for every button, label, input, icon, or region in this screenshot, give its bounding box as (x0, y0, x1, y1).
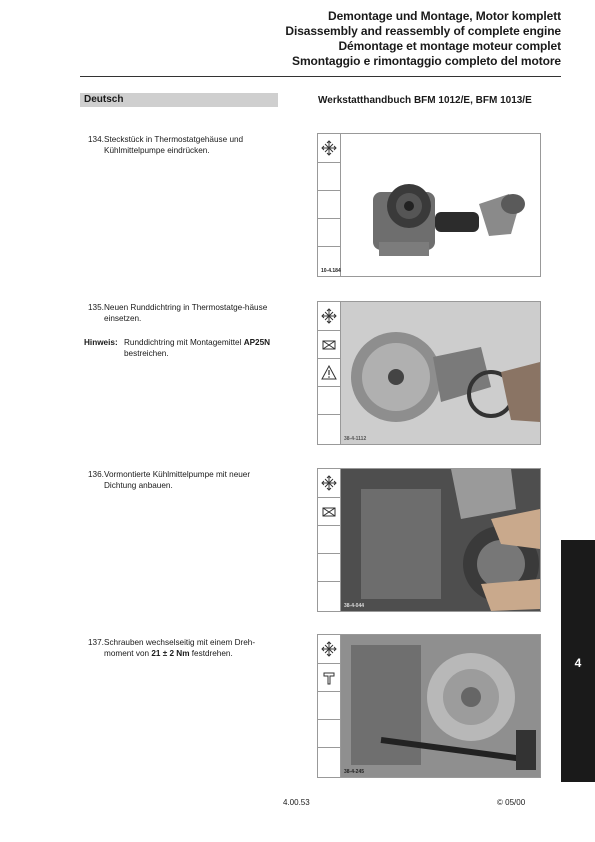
figure-137 (317, 634, 541, 778)
figure-136 (317, 468, 541, 612)
assembly-icon (318, 134, 340, 163)
step-text: Schrauben wechselseitig mit einem Dreh-moment von 21 ± 2 Nm festdrehen. (104, 638, 256, 658)
step-number: 134. (88, 135, 104, 144)
title-english: Disassembly and reassembly of complete engine (285, 24, 561, 38)
empty-icon-cell (318, 415, 340, 443)
step-137 (88, 637, 278, 659)
title-french: Démontage et montage moteur complet (338, 39, 561, 53)
note-hinweis (84, 337, 284, 359)
empty-icon-cell (318, 582, 340, 610)
photo-coolant-pump-mount (341, 469, 540, 611)
copyright: © 05/00 (497, 798, 526, 807)
manual-title: Werkstatthandbuch BFM 1012/E, BFM 1013/E (318, 95, 532, 106)
figure-code: 38-4-1112 (344, 436, 367, 442)
icon-strip (318, 635, 341, 777)
note-label: Hinweis: (84, 338, 118, 347)
figure-135 (317, 301, 541, 445)
figure-code: 38-4-245 (344, 769, 365, 775)
step-number: 137. (88, 638, 104, 647)
empty-icon-cell (318, 748, 340, 776)
assembly-icon (318, 302, 340, 331)
photo-torque-bolts (341, 635, 540, 777)
empty-icon-cell (318, 526, 340, 554)
icon-strip (318, 469, 341, 611)
language-bar (80, 93, 278, 107)
empty-icon-cell (318, 387, 340, 415)
warning-icon (318, 359, 340, 387)
step-136 (88, 469, 278, 491)
icon-strip (318, 134, 341, 276)
empty-icon-cell (318, 554, 340, 582)
empty-icon-cell (318, 720, 340, 748)
lubricant-icon (318, 331, 340, 359)
figure-code: 38-4-044 (344, 603, 365, 609)
assembly-icon (318, 635, 340, 664)
page-number: 4.00.53 (283, 798, 310, 807)
photo-thermostat-seal (341, 302, 540, 444)
assembly-icon (318, 469, 340, 498)
note-product: AP25N (243, 338, 271, 347)
title-italian: Smontaggio e rimontaggio completo del motore (292, 54, 561, 68)
chapter-tab (561, 540, 595, 782)
step-text: Vormontierte Kühlmittelpumpe mit neuer Dichtung anbauen. (104, 470, 251, 490)
title-german: Demontage und Montage, Motor komplett (328, 9, 561, 23)
step-text: Steckstück in Thermostatgehäuse und Kühlmittelpumpe eindrücken. (104, 135, 244, 155)
empty-icon-cell (318, 191, 340, 219)
empty-icon-cell (318, 219, 340, 247)
photo-water-pump (341, 134, 540, 276)
step-text: Neuen Runddichtring in Thermostatge-häuse einsetzen. (104, 303, 268, 323)
step-134 (88, 134, 278, 156)
torque-wrench-icon (318, 664, 340, 692)
note-text: Runddichtring mit Montagemittel AP25N bestreichen. (124, 338, 271, 358)
step-135 (88, 302, 278, 324)
page-header (285, 9, 561, 69)
figure-134 (317, 133, 541, 277)
torque-value: 21 ± 2 Nm (151, 649, 190, 658)
empty-icon-cell (318, 692, 340, 720)
icon-strip (318, 302, 341, 444)
step-number: 136. (88, 470, 104, 479)
empty-icon-cell (318, 163, 340, 191)
step-number: 135. (88, 303, 104, 312)
language-label: Deutsch (84, 94, 124, 105)
lubricant-icon (318, 498, 340, 526)
chapter-number: 4 (574, 656, 582, 670)
figure-code: 10-4.184 (321, 268, 341, 274)
header-rule (80, 76, 561, 77)
